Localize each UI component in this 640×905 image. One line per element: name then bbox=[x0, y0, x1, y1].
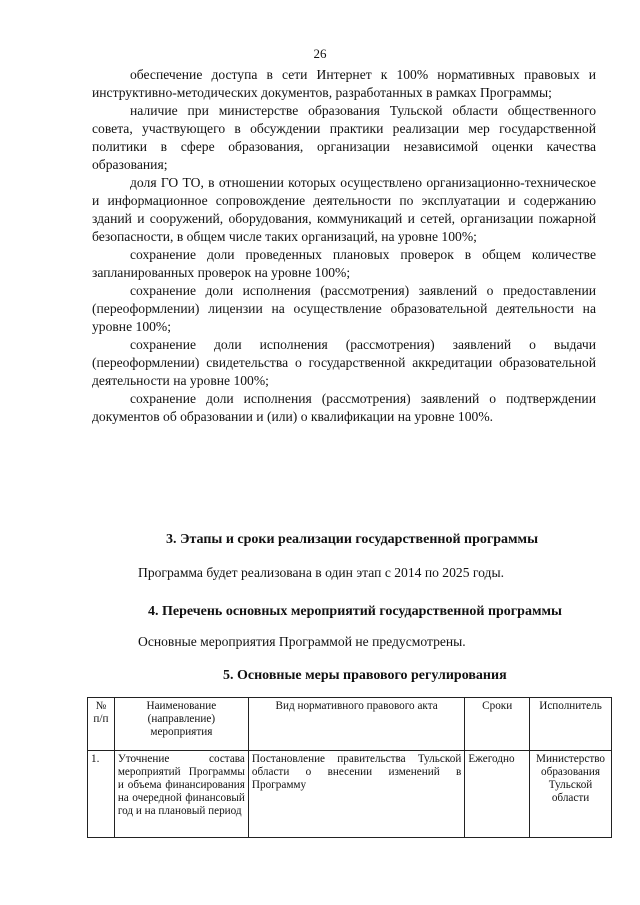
section-3-heading: 3. Этапы и сроки реализации государственной программы bbox=[166, 532, 539, 547]
paragraph-internet-access: обеспечение доступа в сети Интернет к 100% нормативных правовых и инструктивно-методических документов, разработанных в рамках Программы; bbox=[92, 67, 596, 100]
table-row bbox=[88, 751, 612, 838]
cell-act: Постановление правительства Тульской области о внесении изменений в Программу bbox=[248, 751, 464, 838]
section-4-heading: 4. Перечень основных мероприятий государственной программы bbox=[148, 604, 562, 619]
table-header-row bbox=[88, 698, 612, 751]
goals-list bbox=[92, 66, 596, 426]
cell-num: 1. bbox=[88, 751, 115, 838]
paragraph-licensing: сохранение доли исполнения (рассмотрения) заявлений о предоставлении (переоформлении) лицензии на осуществление образовательной деятельности на уровне 100%; bbox=[92, 283, 596, 334]
header-num: № п/п bbox=[88, 698, 115, 751]
section-4-text: Основные мероприятия Программой не предусмотрены. bbox=[138, 634, 466, 649]
legal-measures-table bbox=[87, 697, 612, 838]
cell-name: Уточнение состава мероприятий Программы и объема финансирования на очередной финансовый год и на плановый период bbox=[114, 751, 248, 838]
cell-executor: Министерство образования Тульской области bbox=[530, 751, 612, 838]
page-number: 26 bbox=[313, 46, 327, 61]
header-name: Наименование (направление) мероприятия bbox=[114, 698, 248, 751]
paragraph-public-council: наличие при министерстве образования Тульской области общественного совета, участвующего в обсуждении практики реализации мер государственной политики в сфере образования, организации независимой оценки качества образования; bbox=[92, 103, 596, 172]
paragraph-go-to-share: доля ГО ТО, в отношении которых осуществлено организационно-техническое и информационное сопровождение деятельности по эксплуатации и содержанию зданий и сооружений, оборудования, коммуникаций и сетей, организации пожарной безопасности, в общем числе таких организаций, на уровне 100%; bbox=[92, 175, 596, 244]
cell-term: Ежегодно bbox=[465, 751, 530, 838]
paragraph-inspections: сохранение доли проведенных плановых проверок в общем количестве запланированных проверок на уровне 100%; bbox=[92, 247, 596, 280]
paragraph-document-confirmation: сохранение доли исполнения (рассмотрения) заявлений о подтверждении документов об образовании и (или) о квалификации на уровне 100%. bbox=[92, 391, 596, 424]
paragraph-accreditation: сохранение доли исполнения (рассмотрения) заявлений о выдачи (переоформлении) свидетельства о государственной аккредитации образовательной деятельности на уровне 100%; bbox=[92, 337, 596, 388]
header-executor: Исполнитель bbox=[530, 698, 612, 751]
section-3-text: Программа будет реализована в один этап с 2014 по 2025 годы. bbox=[138, 565, 504, 580]
header-act: Вид нормативного правового акта bbox=[248, 698, 464, 751]
header-term: Сроки bbox=[465, 698, 530, 751]
section-5-heading: 5. Основные меры правового регулирования bbox=[223, 668, 507, 683]
